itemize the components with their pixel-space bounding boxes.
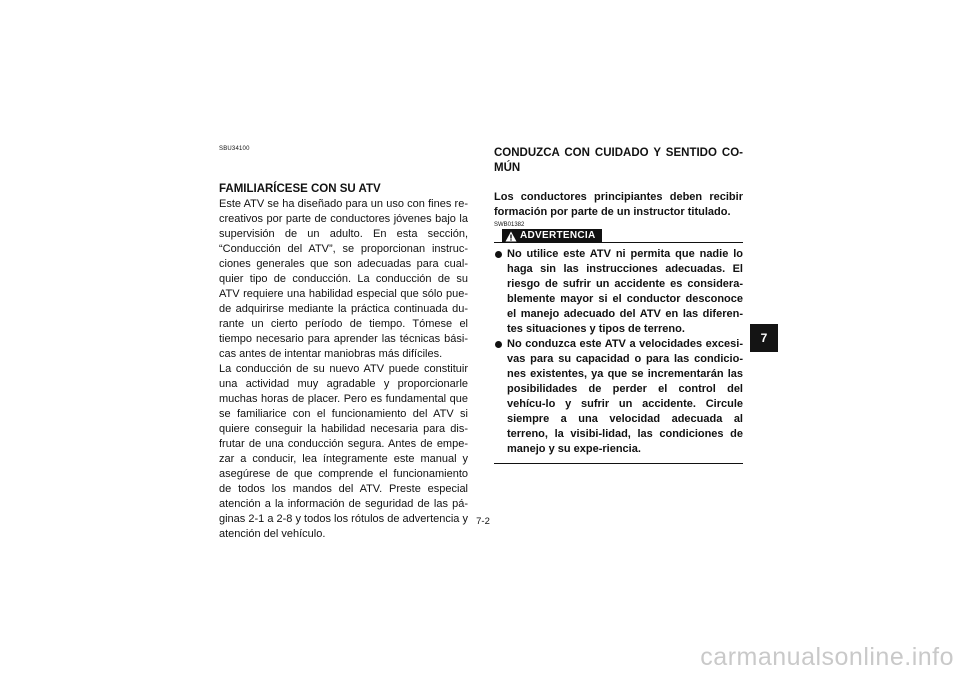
bullet-icon — [495, 341, 502, 348]
section-heading: FAMILIARÍCESE CON SU ATV — [219, 183, 381, 195]
watermark: carmanualsonline.info — [700, 643, 954, 671]
list-item-text: No conduzca este ATV a velocidades excesi-vas para su capacidad o para las condicio-nes existentes, ya que se incrementarán las posibilidades de perder el control del vehícu-lo y sufrir un accidente. Circule siempre a una velocidad adecuada al terreno, la visibi-lidad, las condiciones de manejo y su expe-riencia. — [507, 338, 743, 455]
section-heading-right: CONDUZCA CON CUIDADO Y SENTIDO CO-MÚN — [494, 147, 743, 174]
list-item — [494, 337, 743, 457]
paragraph-1: Este ATV se ha diseñado para un uso con fines re-creativos por parte de conductores jóvenes bajo la supervisión de un adulto. En esta sección, “Conducción del ATV”, se proporcionan instruc-ciones generales que son adecuadas para cual-quier tipo de conducción. La conducción de su ATV requiere una habilidad especial que sólo pue-de adquirirse mediante la práctica continuada du-rante un cierto período de tiempo. Tómese el tiempo necesario para aprender las técnicas bási-cas antes de intentar maniobras más difíciles. — [219, 198, 468, 360]
left-column — [219, 146, 468, 542]
bullet-icon — [495, 251, 502, 258]
page-number: 7-2 — [476, 516, 490, 527]
warning-header — [494, 229, 743, 244]
list-item — [494, 247, 743, 337]
chapter-tab: 7 — [750, 324, 778, 352]
warning-label — [502, 229, 602, 243]
list-item-text: No utilice este ATV ni permita que nadie lo haga sin las instrucciones adecuadas. El riesgo de sufrir un accidente es considera-blemente mayor si el conductor desconoce el manejo adecuado del ATV en las diferen-tes situaciones y tipos de terreno. — [507, 248, 743, 335]
warning-label-text: ADVERTENCIA — [520, 230, 596, 241]
right-column — [494, 146, 743, 464]
section-code: SBU34100 — [219, 146, 250, 152]
warning-code: SWB01382 — [494, 222, 525, 228]
paragraph-2: La conducción de su nuevo ATV puede constituir una actividad muy agradable y proporcionarle muchas horas de placer. Pero es fundamental que se familiarice con el funcionamiento del ATV si quiere conseguir la habilidad necesaria para dis-frutar de una conducción segura. Antes de empe-zar a conducir, lea íntegramente este manual y asegúrese de que comprende el funcionamiento de todos los mandos del ATV. Preste especial atención a la información de seguridad de las pá-ginas 2-1 a 2-8 y todos los rótulos de advertencia y atención del vehículo. — [219, 363, 468, 540]
warning-end-rule — [494, 463, 743, 464]
warning-list — [494, 247, 743, 457]
intro-paragraph: Los conductores principiantes deben recibir formación por parte de un instructor titulado. — [494, 191, 743, 218]
warning-triangle-icon — [505, 231, 517, 242]
